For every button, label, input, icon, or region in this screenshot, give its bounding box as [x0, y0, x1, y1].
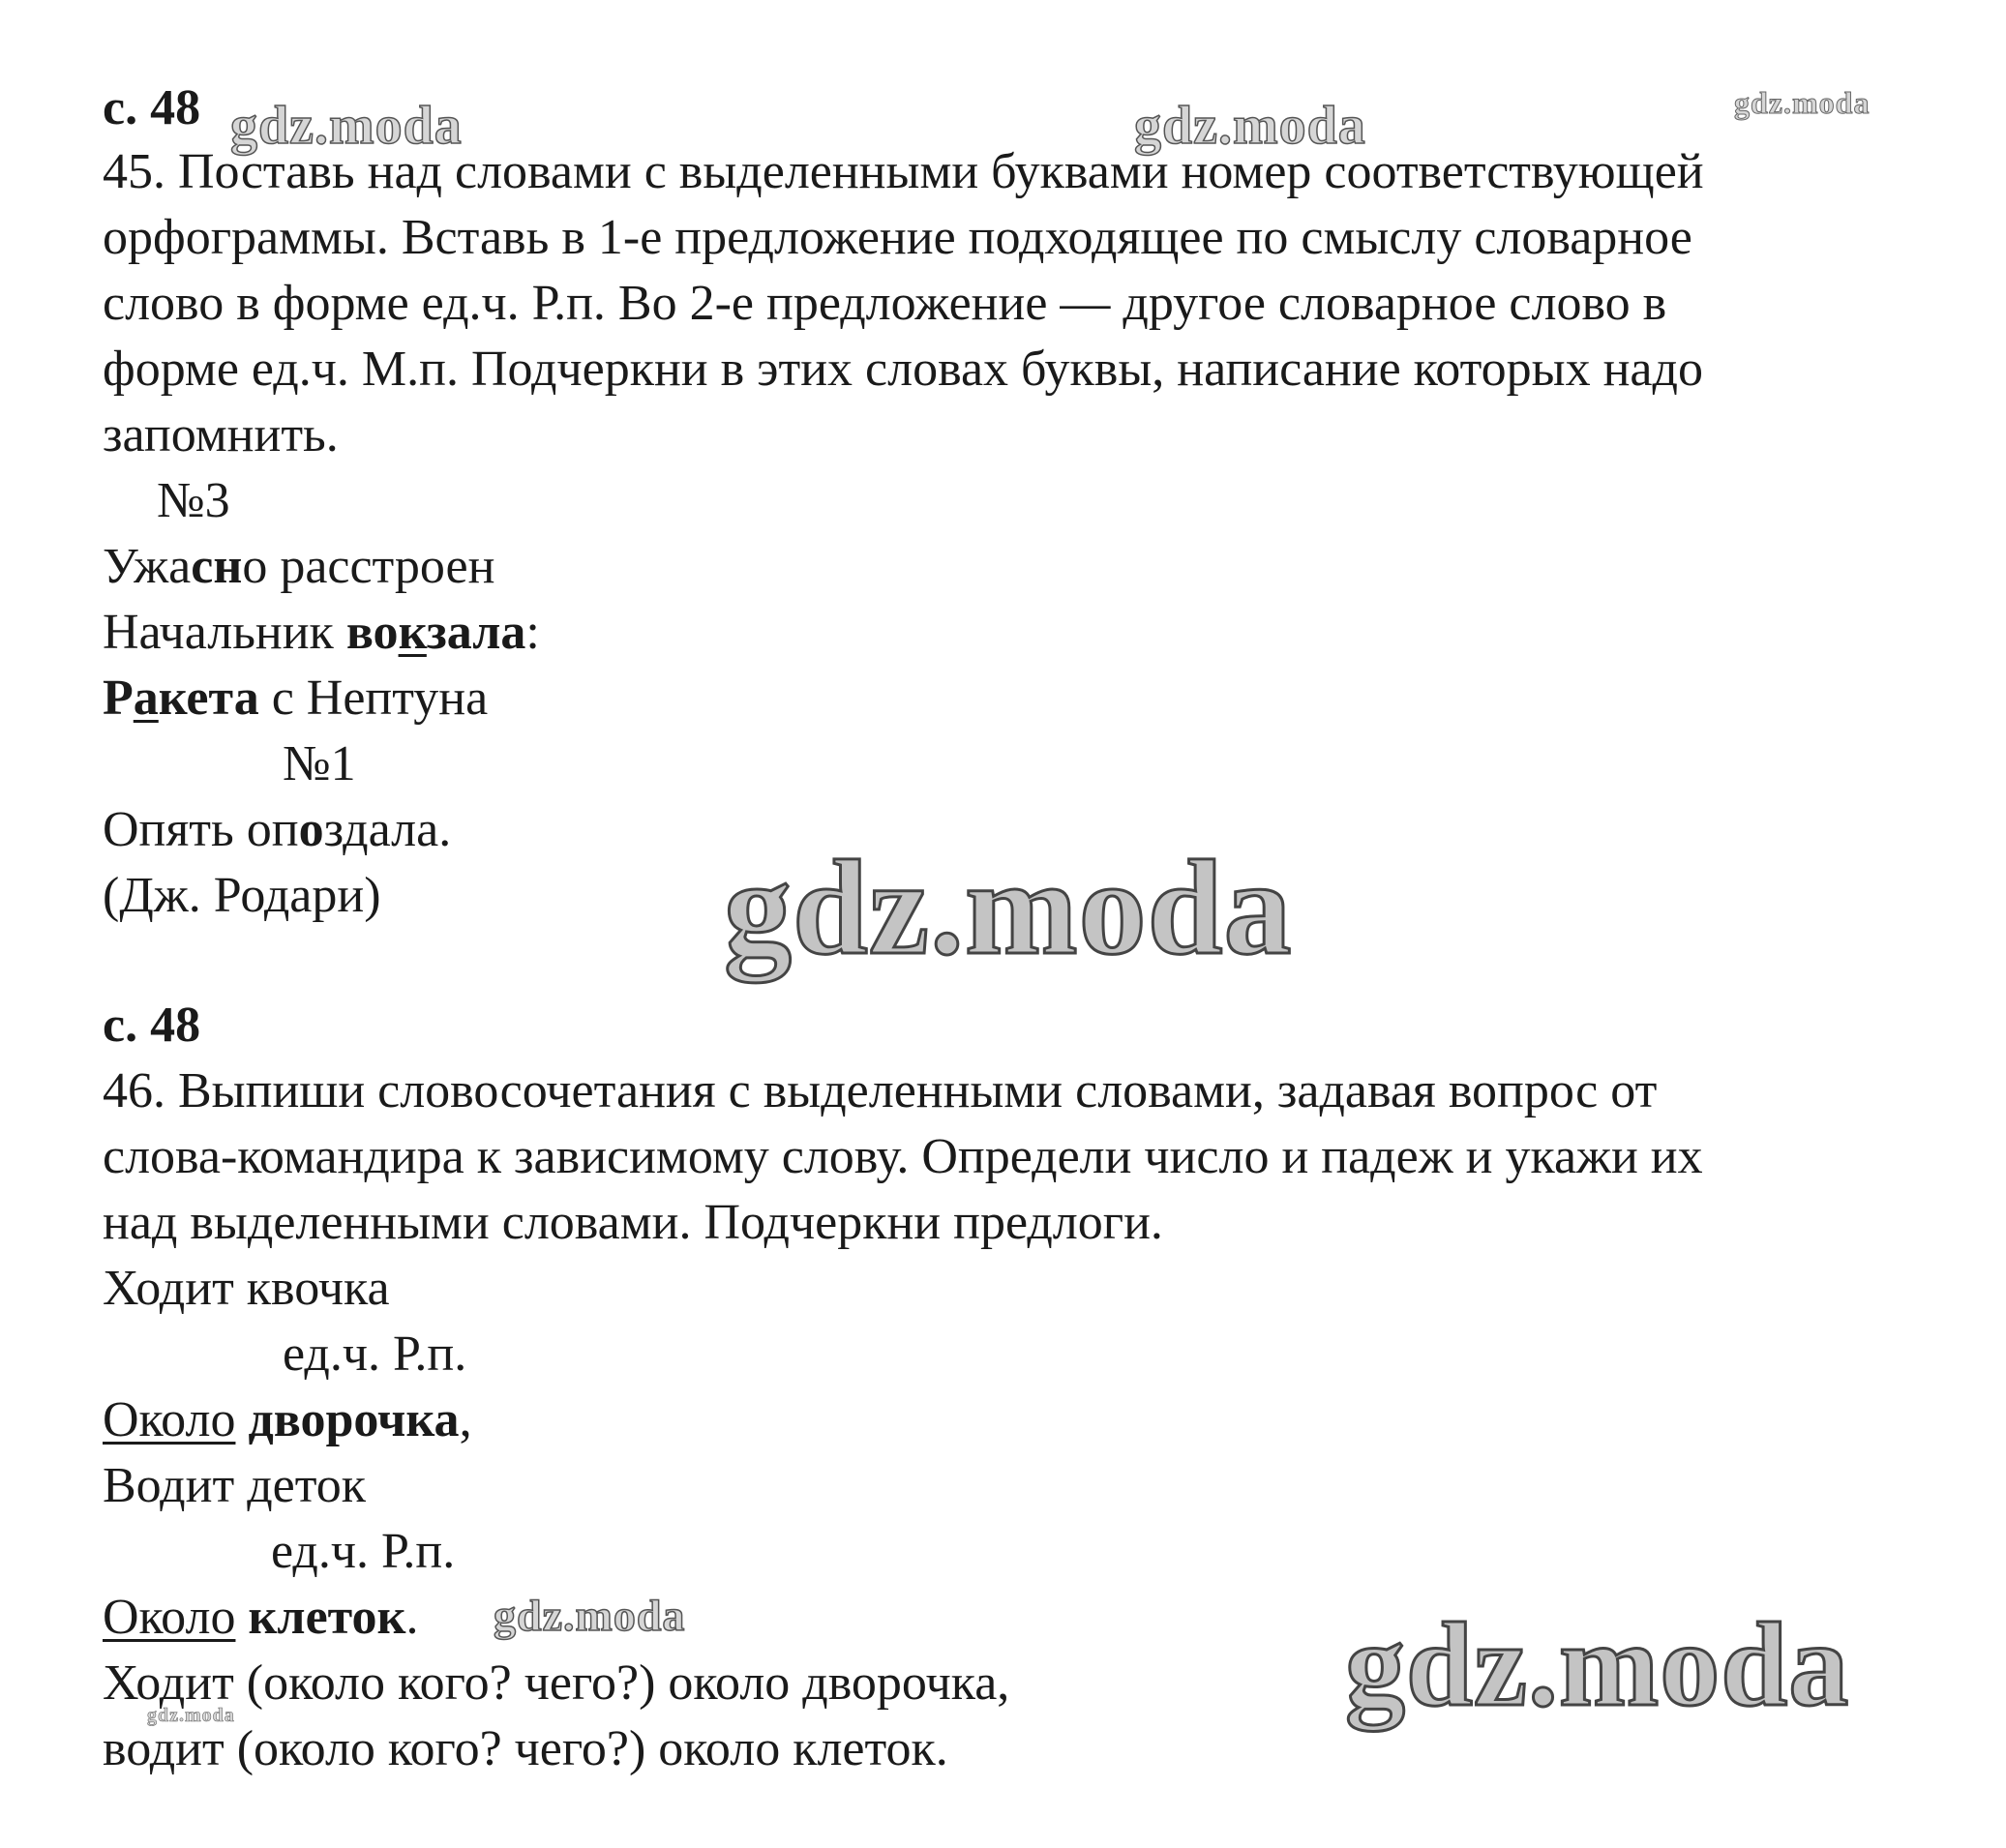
- poem-line-4: [103, 797, 451, 863]
- text: с Нептуна: [258, 671, 489, 726]
- text: здала.: [323, 802, 452, 857]
- poem-line-1: [103, 534, 494, 600]
- underlined-letter: к: [398, 605, 427, 660]
- highlighted-word: клеток: [248, 1590, 406, 1645]
- answer-line-2: водит (около кого? чего?) около клеток.: [103, 1721, 948, 1776]
- task-46-line-2: слова-командира к зависимому слову. Определи число и падеж и укажи их: [103, 1129, 1703, 1184]
- watermark: gdz.moda: [1345, 1598, 1850, 1731]
- text: во: [345, 605, 399, 660]
- watermark: gdz.moda: [1134, 96, 1366, 156]
- case-note: ед.ч. Р.п.: [283, 1326, 467, 1382]
- answer-line-1: Ходит (около кого? чего?) около дворочка,: [103, 1655, 1010, 1711]
- watermark: gdz.moda: [724, 833, 1293, 983]
- task-46-line-1: 46. Выпиши словосочетания с выделенными словами, задавая вопрос от: [103, 1063, 1658, 1118]
- text: .: [405, 1590, 419, 1645]
- watermark: gdz.moda: [147, 1705, 235, 1726]
- highlighted-word: дворочка: [248, 1392, 460, 1447]
- task-45-line-5: запомнить.: [103, 407, 339, 462]
- text: :: [525, 605, 540, 660]
- case-note: ед.ч. Р.п.: [271, 1524, 456, 1579]
- poem-line-3: Водит деток: [103, 1458, 367, 1513]
- text: Ужа: [103, 539, 192, 594]
- poem-line-2: [103, 600, 540, 666]
- poem-author: (Дж. Родари): [103, 868, 381, 923]
- text: Р: [103, 671, 134, 726]
- text: Начальник: [103, 605, 346, 660]
- page-number: с. 48: [103, 80, 201, 135]
- text: зала: [426, 605, 526, 660]
- poem-line-3: [103, 666, 488, 731]
- inserted-word: [346, 605, 526, 660]
- watermark: gdz.moda: [1734, 85, 1871, 120]
- watermark: gdz.moda: [230, 96, 463, 156]
- page-number: с. 48: [103, 998, 201, 1053]
- poem-line-4: [103, 1585, 419, 1651]
- task-45-line-4: форме ед.ч. М.п. Подчеркни в этих словах буквы, написание которых надо: [103, 342, 1703, 397]
- text: кета: [158, 671, 259, 726]
- highlighted-letters: сн: [191, 539, 243, 594]
- poem-line-2: [103, 1387, 472, 1453]
- text: Опять оп: [103, 802, 299, 857]
- orthogram-mark-3: №3: [157, 473, 230, 528]
- text: ,: [459, 1392, 472, 1447]
- orthogram-mark-1: №1: [283, 736, 356, 791]
- preposition: Около: [103, 1590, 236, 1645]
- preposition: Около: [103, 1392, 236, 1447]
- text: о расстроен: [242, 539, 495, 594]
- task-45-line-2: орфограммы. Вставь в 1-е предложение подходящее по смыслу словарное: [103, 210, 1692, 265]
- task-45-line-3: слово в форме ед.ч. Р.п. Во 2-е предложение — другое словарное слово в: [103, 276, 1667, 331]
- task-46-line-3: над выделенными словами. Подчеркни предлоги.: [103, 1195, 1163, 1250]
- highlighted-letter: о: [298, 802, 324, 857]
- underlined-letter: а: [133, 671, 159, 726]
- watermark: gdz.moda: [494, 1591, 686, 1640]
- inserted-word: [103, 671, 259, 726]
- task-45-line-1: 45. Поставь над словами с выделенными буквами номер соответствующей: [103, 144, 1704, 199]
- poem-line-1: Ходит квочка: [103, 1261, 390, 1316]
